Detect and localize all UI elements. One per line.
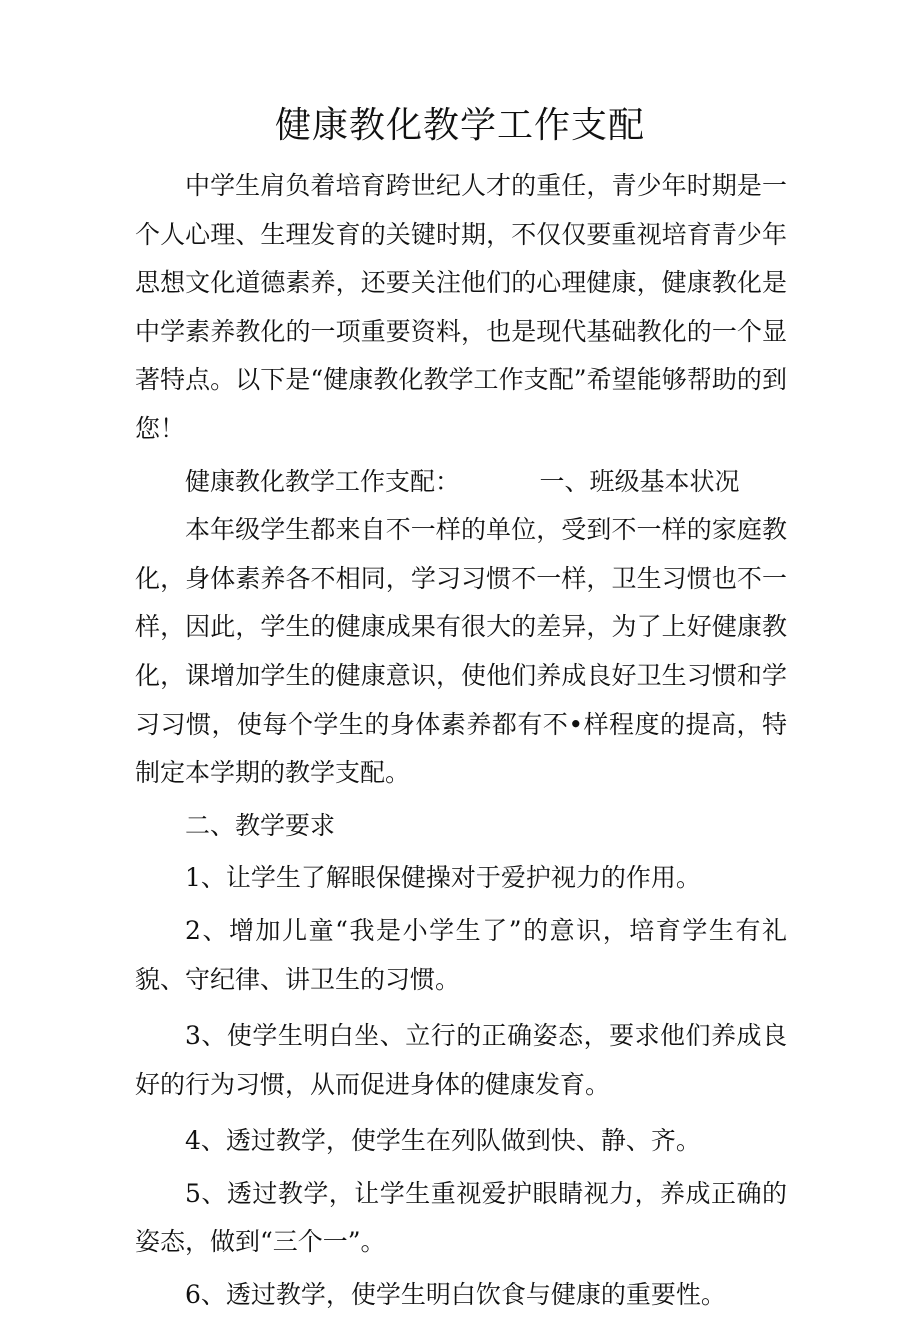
requirement-item-5: 5、透过教学，让学生重视爱护眼睛视力，养成正确的姿态，做到“三个一”。 xyxy=(135,1178,787,1257)
requirement-item-6: 6、透过教学，使学生明白饮食与健康的重要性。 xyxy=(185,1280,726,1310)
page-title: 健康教化教学工作支配 xyxy=(274,105,645,146)
section-one-heading: 一、班级基本状况 xyxy=(539,466,740,496)
section-two-heading: 二、教学要求 xyxy=(185,810,336,840)
document-body xyxy=(135,162,787,1320)
requirement-item-3: 3、使学生明白坐、立行的正确姿态，要求他们养成良好的行为习惯，从而促进身体的健康发育。 xyxy=(135,1021,787,1099)
intro-paragraph: 中学生肩负着培育跨世纪人才的重任，青少年时期是一个人心理、生理发育的关键时期，不仅仅要重视培育青少年思想文化道德素养，还要关注他们的心理健康，健康教化是中学素养教化的一项重要资料，也是现代基础教化的一个显著特点。以下是“健康教化教学工作支配”希望能够帮助的到您！ xyxy=(135,171,787,443)
class-situation-paragraph: 本年级学生都来自不一样的单位，受到不一样的家庭教化，身体素养各不相同，学习习惯不一样，卫生习惯也不一样，因此，学生的健康成果有很大的差异，为了上好健康教化，课增加学生的健康意识，使他们养成良好卫生习惯和学习习惯，使每个学生的身体素养都有不•样程度的提高，特制定本学期的教学支配。 xyxy=(135,515,787,788)
section-intro-line xyxy=(135,458,787,507)
requirement-item-2: 2、增加儿童“我是小学生了”的意识，培育学生有礼貌、守纪律、讲卫生的习惯。 xyxy=(135,915,787,994)
requirement-item-4: 4、透过教学，使学生在列队做到快、静、齐。 xyxy=(185,1126,701,1156)
section-intro-label: 健康教化教学工作支配： xyxy=(185,466,461,496)
requirement-item-1: 1、让学生了解眼保健操对于爱护视力的作用。 xyxy=(185,863,701,893)
